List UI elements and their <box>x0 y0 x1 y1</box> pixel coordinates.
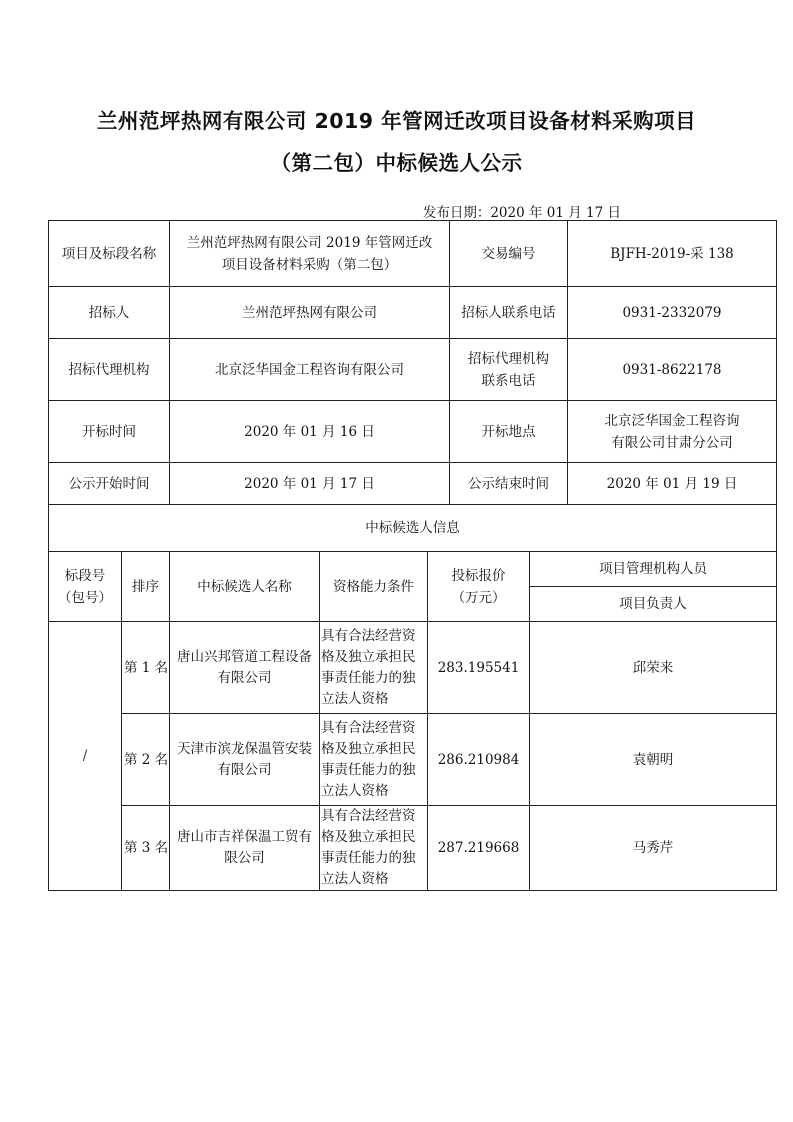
candidate-name-line-2: 有限公司 <box>217 669 272 686</box>
open-time-label: 开标时间 <box>49 401 170 463</box>
table-row <box>49 505 777 552</box>
pm-lead-header: 项目负责人 <box>530 587 777 622</box>
project-name-label: 项目及标段名称 <box>49 221 170 287</box>
project-info-table <box>48 220 777 552</box>
notice-start-value: 2020 年 01 月 17 日 <box>170 463 450 505</box>
document-title: 兰州范坪热网有限公司 2019 年管网迁改项目设备材料采购项目 <box>96 109 697 133</box>
trade-number-value: BJFH-2019-采 138 <box>568 221 777 287</box>
agency-phone-value: 0931-8622178 <box>568 339 777 401</box>
candidate-name-header: 中标候选人名称 <box>170 552 320 622</box>
table-row <box>49 806 777 891</box>
candidate-name-line-1: 天津市滨龙保温管安装 <box>177 740 312 757</box>
open-place-line-1: 北京泛华国金工程咨询 <box>604 412 740 429</box>
table-row <box>49 339 777 401</box>
open-place-line-2: 有限公司甘肃分公司 <box>611 434 733 451</box>
candidate-name-line-2: 限公司 <box>224 850 265 866</box>
agency-label: 招标代理机构 <box>49 339 170 401</box>
project-name-line-1: 兰州范坪热网有限公司 2019 年管网迁改 <box>186 234 433 251</box>
lot-header <box>49 552 122 622</box>
price-header <box>428 552 530 622</box>
table-row <box>49 714 777 806</box>
tenderer-phone-value: 0931-2332079 <box>568 287 777 339</box>
tenderer-value: 兰州范坪热网有限公司 <box>170 287 450 339</box>
table-row <box>49 401 777 463</box>
agency-phone-label <box>450 339 568 401</box>
lot-header-line-1: 标段号 <box>64 567 106 584</box>
lot-header-line-2: （包号） <box>58 589 112 606</box>
project-name-value <box>170 221 450 287</box>
pm-group-header: 项目管理机构人员 <box>530 552 777 587</box>
candidate-rank: 第 2 名 <box>122 714 170 806</box>
agency-phone-label-line-2: 联系电话 <box>481 372 536 389</box>
candidate-name <box>170 714 320 806</box>
table-row <box>49 463 777 505</box>
candidate-project-lead: 马秀芹 <box>530 806 777 891</box>
candidate-name-line-1: 唐山市吉祥保温工贸有 <box>177 829 312 845</box>
notice-end-label: 公示结束时间 <box>450 463 568 505</box>
price-header-line-2: （万元） <box>451 589 506 606</box>
publish-date: 发布日期：2020 年 01 月 17 日 <box>422 205 621 221</box>
candidate-qualification: 具有合法经营资格及独立承担民事责任能力的独立法人资格 <box>320 714 428 806</box>
tenderer-phone-label: 招标人联系电话 <box>450 287 568 339</box>
candidate-name-line-2: 有限公司 <box>217 761 272 778</box>
candidate-project-lead: 袁朝明 <box>530 714 777 806</box>
candidates-section-title: 中标候选人信息 <box>49 505 777 552</box>
open-place-label: 开标地点 <box>450 401 568 463</box>
trade-number-label: 交易编号 <box>450 221 568 287</box>
candidate-name <box>170 806 320 891</box>
agency-value: 北京泛华国金工程咨询有限公司 <box>170 339 450 401</box>
notice-end-value: 2020 年 01 月 19 日 <box>568 463 777 505</box>
table-header-row <box>49 552 777 587</box>
project-name-line-2: 项目设备材料采购（第二包） <box>221 256 398 273</box>
rank-header: 排序 <box>122 552 170 622</box>
notice-start-label: 公示开始时间 <box>49 463 170 505</box>
agency-phone-label-line-1: 招标代理机构 <box>468 350 549 367</box>
candidate-project-lead: 邱荣来 <box>530 622 777 714</box>
candidate-price: 287.219668 <box>428 806 530 891</box>
lot-value: / <box>49 622 122 891</box>
candidate-rank: 第 1 名 <box>122 622 170 714</box>
open-place-value <box>568 401 777 463</box>
candidate-name <box>170 622 320 714</box>
qualification-header: 资格能力条件 <box>320 552 428 622</box>
candidate-price: 286.210984 <box>428 714 530 806</box>
table-row <box>49 221 777 287</box>
candidate-name-line-1: 唐山兴邦管道工程设备 <box>177 648 312 665</box>
tenderer-label: 招标人 <box>49 287 170 339</box>
candidates-table <box>48 551 777 891</box>
document-subtitle: （第二包）中标候选人公示 <box>270 151 523 175</box>
table-row <box>49 622 777 714</box>
candidate-rank: 第 3 名 <box>122 806 170 891</box>
open-time-value: 2020 年 01 月 16 日 <box>170 401 450 463</box>
candidate-qualification: 具有合法经营资格及独立承担民事责任能力的独立法人资格 <box>320 622 428 714</box>
table-row <box>49 287 777 339</box>
candidate-qualification: 具有合法经营资格及独立承担民事责任能力的独立法人资格 <box>320 806 428 891</box>
price-header-line-1: 投标报价 <box>451 567 506 584</box>
candidate-price: 283.195541 <box>428 622 530 714</box>
